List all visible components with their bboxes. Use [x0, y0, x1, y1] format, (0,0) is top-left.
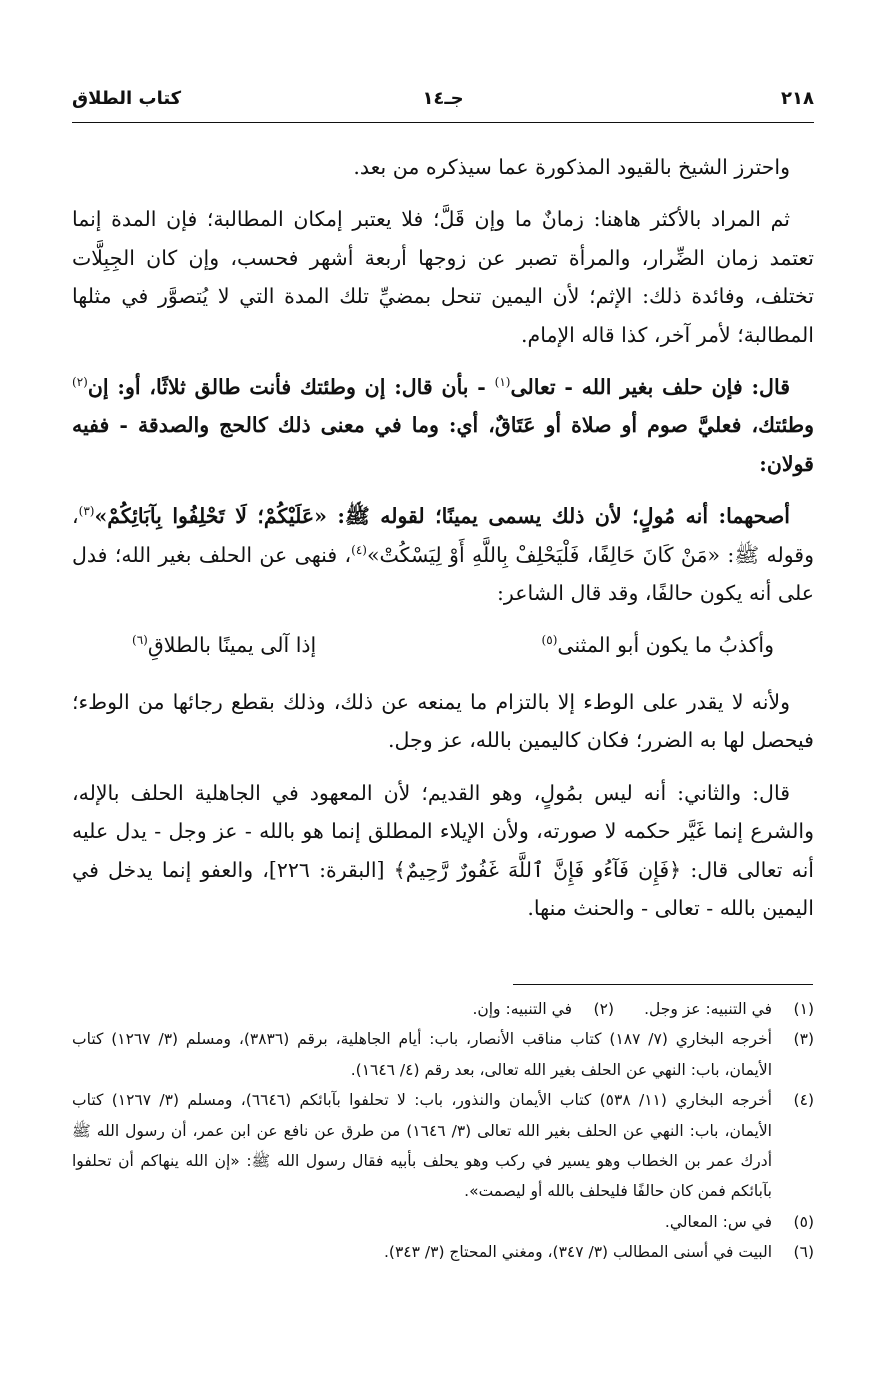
- footnote: [72, 1085, 814, 1207]
- page-number: ٢١٨: [781, 88, 814, 109]
- footnotes: [72, 994, 814, 1268]
- footnote-rule: [513, 984, 813, 985]
- footnote-number: (٥): [793, 1212, 814, 1231]
- matn-text: وطئتك، فعليَّ صوم أو صلاة أو عَتَاقٌ، أي: وما في معنى ذلك كالحج والصدقة - ففيه قولان:: [72, 413, 814, 476]
- footnote-row: [72, 994, 814, 1024]
- paragraph: ولأنه لا يقدر على الوطء إلا بالتزام ما يمنعه عن ذلك، وذلك بقطع رجائها من الوطء؛ فيحصل لها به الضرر؛ فكان كاليمين بالله، عز وجل.: [72, 689, 814, 753]
- footnote-ref: (٢): [72, 375, 88, 390]
- volume-number: جـ١٤: [422, 88, 464, 109]
- header-rule: [72, 122, 814, 123]
- text-segment: ، فنهى عن الحلف بغير الله؛ فدل على أنه يكون حالفًا، وقد قال الشاعر:: [72, 542, 814, 606]
- matn-text: - بأن قال: إن وطئتك فأنت طالق ثلاثًا، أو: إن: [87, 375, 495, 400]
- footnote-ref: (١): [494, 375, 511, 390]
- footnote-ref: (٦): [132, 633, 148, 648]
- footnote: [72, 1207, 814, 1237]
- paragraph: قال: والثاني: أنه ليس بمُولٍ، وهو القديم؛ لأن المعهود في الجاهلية الحلف بالإله، والشرع إنما غَيَّر حكمه لا صورته، ولأن الإيلاء المطلق إنما هو بالله - عز وجل - يدل عليه أنه تعالى قال: ﴿فَإِن فَآءُو فَإِنَّ ٱللَّهَ غَفُورٌ رَّحِيمٌ﴾ [البقرة: ٢٢٦]، والعفو إنما يدخل في اليمين بالله - تعالى - والحنث منها.: [72, 780, 815, 920]
- footnote: [72, 1237, 814, 1267]
- paragraph: ثم المراد بالأكثر هاهنا: زمانٌ ما وإن قَلَّ؛ فلا يعتبر إمكان المطالبة؛ فإن المدة إنما تعتمد زمان الضِّرار، والمرأة تصبر عن زوجها أربعة أشهر فحسب، وإن كان الجِبِلَّات تختلف، وفائدة ذلك: الإثم؛ لأن اليمين تنحل بمضيِّ تلك المدة التي لا يُتصوَّر في مثلها المطالبة؛ لأمر آخر، كذا قاله الإمام.: [72, 207, 814, 347]
- footnote-ref: (٣): [78, 504, 95, 519]
- text-segment: أصحهما: أنه مُولٍ؛ لأن ذلك يسمى يمينًا؛ لقوله ﷺ: «عَلَيْكُمْ؛ لَا تَحْلِفُوا بِآبَائِكُمْ»: [94, 504, 790, 529]
- text-segment: ، وقوله ﷺ: «مَنْ كَانَ حَالِفًا، فَلْيَحْلِفْ بِاللَّهِ أَوْ لِيَسْكُتْ»: [72, 504, 814, 567]
- poetry-verse: [72, 626, 814, 664]
- running-header: [72, 82, 814, 118]
- verse-text: وأكذبُ ما يكون أبو المثنى: [557, 633, 774, 658]
- verse-text: إذا آلى يمينًا بالطلاقِ: [147, 633, 317, 658]
- verse-first-hemistich: [542, 626, 774, 664]
- footnote-number: (١): [793, 1000, 814, 1018]
- book-title: كتاب الطلاق: [72, 88, 182, 109]
- footnote-text: أخرجه البخاري (٧/ ١٨٧) كتاب مناقب الأنصار، باب: أيام الجاهلية، برقم (٣٨٣٦)، ومسلم (٣/ ١٢٦٧) كتاب الأيمان، باب: النهي عن الحلف بغير الله تعالى، بعد رقم (٤/ ١٦٤٦).: [72, 1030, 772, 1079]
- footnote-ref: (٤): [351, 542, 367, 557]
- footnote-number: (٦): [793, 1243, 814, 1262]
- footnote-text: في س: المعالي.: [664, 1212, 772, 1231]
- matn-text: قال: فإن حلف بغير الله - تعالى: [510, 375, 790, 400]
- paragraph: [72, 497, 814, 612]
- footnote-number: (٤): [793, 1091, 814, 1110]
- footnote: [72, 1024, 814, 1085]
- verse-second-hemistich: [132, 626, 316, 664]
- footnote-number: (٢): [593, 1000, 614, 1018]
- footnote-text: في التنبيه: وإن.: [472, 1000, 572, 1018]
- footnote-text: في التنبيه: عز وجل.: [644, 1000, 772, 1018]
- main-text: [72, 148, 814, 941]
- footnote-text: البيت في أسنى المطالب (٣/ ٣٤٧)، ومغني المحتاج (٣/ ٣٤٣).: [383, 1243, 772, 1262]
- paragraph: واحترز الشيخ بالقيود المذكورة عما سيذكره من بعد.: [353, 155, 790, 179]
- footnote: [614, 994, 814, 1024]
- footnote-ref: (٥): [541, 633, 558, 648]
- footnote-number: (٣): [793, 1030, 814, 1049]
- footnote: [414, 994, 614, 1024]
- paragraph: [72, 368, 814, 483]
- footnote-text: أخرجه البخاري (١١/ ٥٣٨) كتاب الأيمان والنذور، باب: لا تحلفوا بآبائكم (٦٦٤٦)، ومسلم (٣/ ١٢٦٧) كتاب الأيمان، باب: النهي عن الحلف بغير الله تعالى (٣/ ١٦٤٦) من طرق عن نافع عن ابن عمر، أن رسول الله ﷺ أدرك عمر بن الخطاب وهو يسير في ركب وهو يحلف بأبيه فقال رسول الله ﷺ: «إن الله ينهاكم أن تحلفوا بآبائكم فمن كان حالفًا فليحلف بالله أو ليصمت».: [72, 1091, 772, 1201]
